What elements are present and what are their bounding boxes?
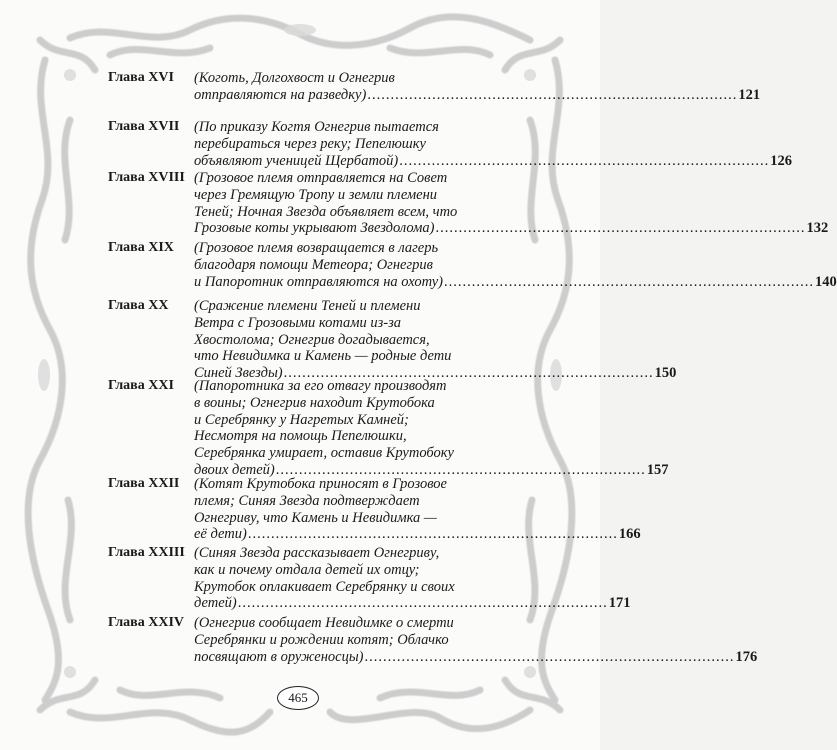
description-line: Хвостолома; Огнегрив догадывается, xyxy=(194,331,430,348)
chapter-label: Глава XVII xyxy=(108,119,180,134)
chapter-label: Глава XXII xyxy=(108,476,180,491)
description-line: (Синяя Звезда рассказывает Огнегриву, xyxy=(194,545,440,561)
chapter-label: Глава XVIII xyxy=(108,170,185,185)
description-line: Теней; Ночная Звезда объявляет всем, что xyxy=(194,203,458,220)
dot-leader: ................................................................................ xyxy=(435,220,806,237)
description-line: (По приказу Когтя Огнегрив пытается xyxy=(194,119,439,135)
chapter-label: Глава XXI xyxy=(108,378,174,393)
chapter-description xyxy=(194,170,828,237)
description-line: двоих детей) xyxy=(194,461,275,478)
description-line: её дети) xyxy=(194,526,247,543)
chapter-description xyxy=(194,298,676,382)
description-line: через Гремящую Тропу и земли племени xyxy=(194,186,438,203)
description-line: и Серебрянку у Нагретых Камней; xyxy=(194,411,409,428)
chapter-label: Глава XXIII xyxy=(108,545,185,560)
description-line: (Грозовое племя возвращается в лагерь xyxy=(194,240,439,256)
chapter-page-number: 121 xyxy=(738,86,761,103)
description-last-line xyxy=(194,220,828,237)
description-line: Серебрянка умирает, оставив Крутобоку xyxy=(194,445,454,462)
description-line: Грозовые коты укрывают Звездолома) xyxy=(194,220,435,237)
chapter-label: Глава XIX xyxy=(108,240,174,255)
description-line: Ветра с Грозовыми котами из-за xyxy=(194,314,402,331)
chapter-description xyxy=(194,545,631,612)
description-line: отправляются на разведку) xyxy=(194,86,367,103)
page-number: 465 xyxy=(277,686,319,710)
description-line: (Котят Крутобока приносят в Грозовое xyxy=(194,476,447,492)
description-line: Серебрянки и рождении котят; Облачко xyxy=(194,631,449,648)
toc-entry xyxy=(108,119,792,169)
dot-leader: ................................................................................ xyxy=(399,152,770,169)
chapter-description xyxy=(194,476,641,543)
description-last-line xyxy=(194,87,760,104)
description-line: (Грозовое племя отправляется на Совет xyxy=(194,170,448,186)
description-line: Синей Звезды) xyxy=(194,365,283,382)
chapter-description xyxy=(194,70,760,104)
toc-entry xyxy=(108,615,758,665)
chapter-page-number: 176 xyxy=(735,648,758,665)
description-last-line xyxy=(194,526,641,543)
dot-leader: ................................................................................ xyxy=(237,595,608,612)
description-line: (Сражение племени Теней и племени xyxy=(194,298,421,314)
description-line: как и почему отдала детей их отцу; xyxy=(194,561,420,578)
chapter-page-number: 157 xyxy=(646,461,669,478)
chapter-description xyxy=(194,378,669,479)
chapter-page-number: 140 xyxy=(814,273,837,290)
toc-entry xyxy=(108,70,761,104)
dot-leader: ................................................................................ xyxy=(283,365,654,382)
chapter-label: Глава XVI xyxy=(108,70,174,85)
dot-leader: ................................................................................ xyxy=(275,461,646,478)
description-last-line xyxy=(194,595,631,612)
toc-entry xyxy=(108,545,631,612)
dot-leader: ................................................................................ xyxy=(443,273,814,290)
dot-leader: ................................................................................ xyxy=(364,648,735,665)
chapter-label: Глава XX xyxy=(108,298,169,313)
toc-entry xyxy=(108,476,641,543)
description-last-line xyxy=(194,649,757,666)
toc-entry xyxy=(108,298,677,382)
description-line: что Невидимка и Камень — родные дети xyxy=(194,348,452,365)
chapter-description xyxy=(194,240,837,290)
description-line: Крутобок оплакивает Серебрянку и своих xyxy=(194,578,455,595)
chapter-page-number: 171 xyxy=(608,595,631,612)
description-line: и Папоротник отправляются на охоту) xyxy=(194,273,443,290)
description-line: в воины; Огнегрив находит Крутобока xyxy=(194,394,435,411)
chapter-description xyxy=(194,615,757,665)
description-line: Огнегриву, что Камень и Невидимка — xyxy=(194,509,437,526)
chapter-label: Глава XXIV xyxy=(108,615,185,630)
description-line: перебираться через реку; Пепелюшку xyxy=(194,135,426,152)
chapter-description xyxy=(194,119,792,169)
chapter-page-number: 132 xyxy=(806,220,829,237)
toc-entry xyxy=(108,378,669,479)
description-line: посвящают в оруженосцы) xyxy=(194,648,364,665)
chapter-page-number: 126 xyxy=(770,152,792,169)
toc-entry xyxy=(108,240,837,290)
description-line: (Коготь, Долгохвост и Огнегрив xyxy=(194,70,395,86)
dot-leader: ................................................................................ xyxy=(367,86,738,103)
description-line: племя; Синяя Звезда подтверждает xyxy=(194,492,420,509)
chapter-page-number: 166 xyxy=(618,526,641,543)
toc-entry xyxy=(108,170,829,237)
description-line: объявляют ученицей Щербатой) xyxy=(194,152,399,169)
description-last-line xyxy=(194,274,837,291)
description-line: детей) xyxy=(194,595,237,612)
chapter-page-number: 150 xyxy=(654,365,677,382)
description-line: (Папоротника за его отвагу производят xyxy=(194,378,447,394)
dot-leader: ................................................................................ xyxy=(247,526,618,543)
description-line: Несмотря на помощь Пепелюшки, xyxy=(194,428,407,445)
description-line: (Огнегрив сообщает Невидимке о смерти xyxy=(194,615,454,631)
description-line: благодаря помощи Метеора; Огнегрив xyxy=(194,256,433,273)
description-last-line xyxy=(194,153,792,170)
